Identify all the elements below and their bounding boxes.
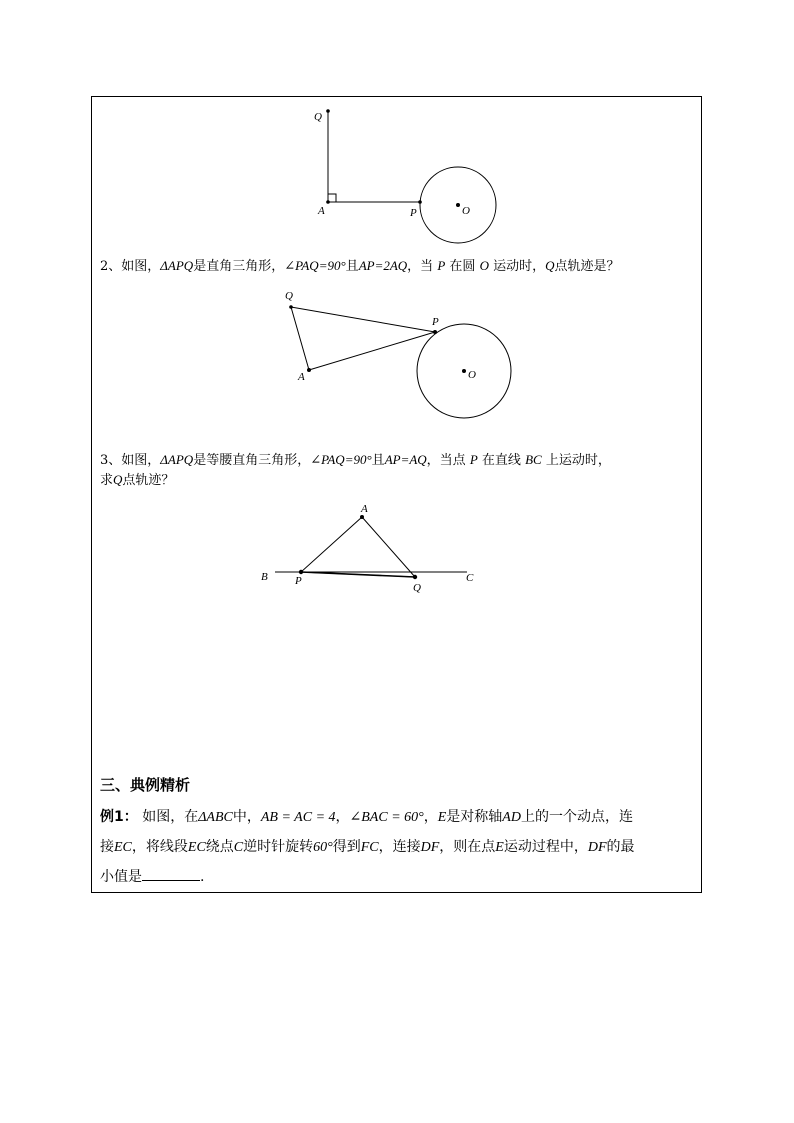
example-1-line2: 接EC，将线段EC绕点C逆时针旋转60°得到FC，连接DF，则在点E运动过程中，DF的最 [100, 839, 635, 855]
point-p [433, 330, 437, 334]
point-p [299, 570, 303, 574]
label-p: P [432, 316, 439, 328]
point-p [418, 200, 422, 204]
label-a: A [361, 503, 368, 515]
problem-3-text-line1: 3、如图，ΔAPQ是等腰直角三角形，∠PAQ=90°且AP=AQ，当点 P 在直线 BC 上运动时， [100, 452, 611, 468]
label-q: Q [314, 111, 322, 123]
label-o: O [468, 369, 476, 381]
answer-blank[interactable] [142, 866, 200, 881]
label-a: A [318, 205, 325, 217]
point-q [326, 109, 330, 113]
example-1-line1: 例1： 如图，在ΔABC中，AB = AC = 4，∠BAC = 60°，E是对称轴AD上的一个动点，连 [100, 809, 633, 825]
point-o [462, 369, 466, 373]
label-p: P [410, 207, 417, 219]
label-q: Q [413, 582, 421, 594]
triangle-apq [301, 517, 415, 577]
problem-3-text-line2: 求Q点轨迹？ [100, 472, 175, 488]
label-o: O [462, 205, 470, 217]
point-a [360, 515, 364, 519]
label-c: C [466, 572, 474, 584]
point-q [289, 305, 293, 309]
triangle-apq [291, 307, 435, 370]
point-a [326, 200, 330, 204]
point-q [413, 575, 417, 579]
figure-1 [300, 100, 510, 250]
label-p: P [295, 575, 302, 587]
figure-3 [255, 500, 490, 595]
problem-2-text: 2、如图，ΔAPQ是直角三角形，∠PAQ=90°且AP=2AQ，当 P 在圆 O 运动时，Q点轨迹是？ [100, 258, 620, 274]
segment-pq-bold [301, 572, 415, 577]
section-title: 三、典例精析 [100, 776, 191, 794]
example-1-line3: 小值是 . [100, 866, 204, 886]
point-a [307, 368, 311, 372]
label-q: Q [285, 290, 293, 302]
figure-2 [280, 285, 520, 425]
label-a: A [298, 371, 305, 383]
label-b: B [261, 571, 268, 583]
point-o [456, 203, 460, 207]
